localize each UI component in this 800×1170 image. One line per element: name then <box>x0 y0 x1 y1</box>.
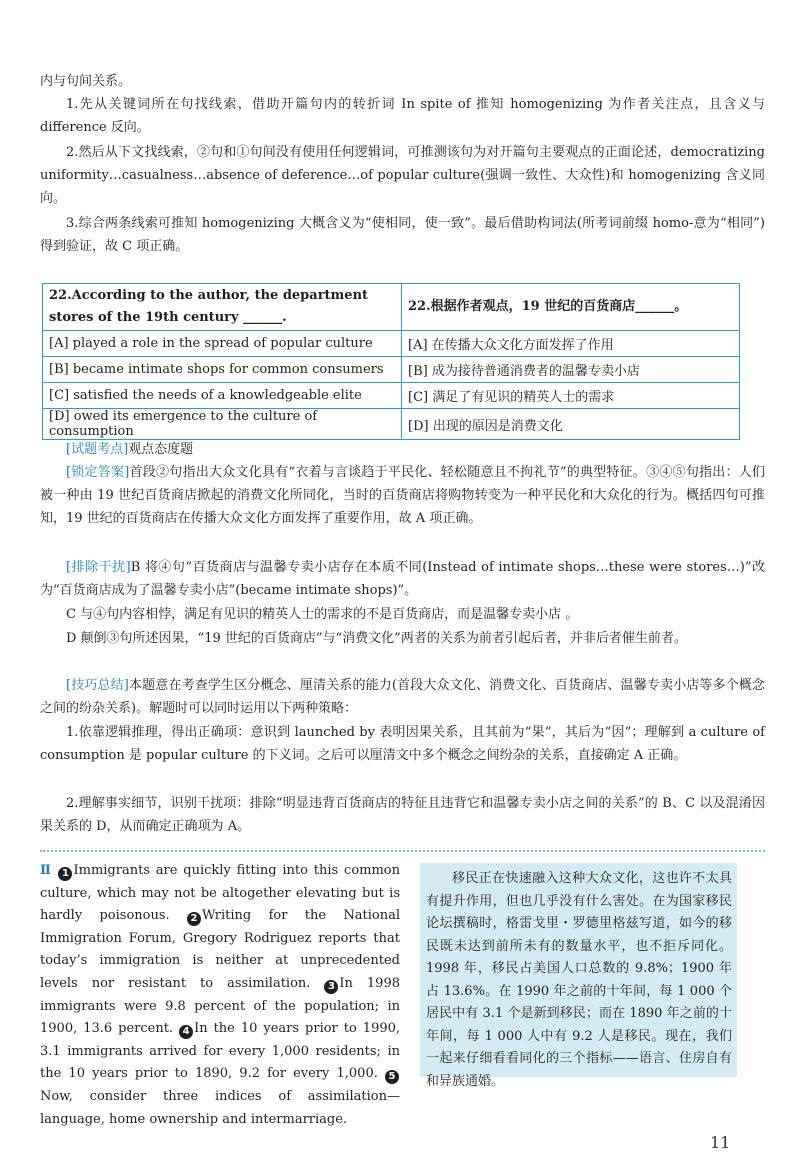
section-number: Ⅱ <box>40 863 53 878</box>
sentence-1: Immigrants are quickly fitting into this common culture, which may not be altogether elevating but is hardly poisonous. <box>40 863 401 924</box>
option-row-d <box>43 409 740 440</box>
section-divider <box>40 850 765 852</box>
answer-text: 首段②句指出大众文化具有“衣着与言谈趋于平民化、轻松随意且不拘礼节”的典型特征。③④⑤句指出：人们被一种由 19 世纪百货商店掀起的消费文化所同化，当时的百货商店将购物转变为一种平民化和大众化的行为。概括四句可推知，19 世纪的百货商店在传播大众文化方面发挥了重要作用，故 A 项正确。 <box>40 465 765 526</box>
option-row-c <box>43 383 740 409</box>
intro-line: 内与句间关系。 <box>40 74 132 89</box>
point-tag: [试题考点] <box>66 442 129 457</box>
distract-text: B 将④句“百货商店与温馨专卖小店存在本质不同(Instead of intimate shops…these were stores…)”改为“百货商店成为了温馨专卖小店”(became intimate shops)”。 <box>40 560 766 598</box>
question-stem-row <box>43 284 740 331</box>
distract-tag: [排除干扰] <box>66 560 131 575</box>
intro-paragraph-2: 2.然后从下文找线索，②句和①句间没有使用任何逻辑词，可推测该句为对开篇句主要观点的正面论述，democratizing uniformity…casualness…absence of deference…of popular culture(强调一致性、大众性)和 homogenizing 含义同向。 <box>40 145 765 206</box>
answer-tag: [锁定答案] <box>66 465 130 480</box>
analysis-answer <box>40 461 765 530</box>
sentence-5: Now, consider three indices of assimilation—language, home ownership and intermarriage. <box>40 1088 400 1127</box>
option-en: [B] became intimate shops for common consumers <box>43 357 402 383</box>
analysis-option-c: C 与④句内容相悖，满足有见识的精英人士的需求的不是百货商店，而是温馨专卖小店 。 <box>66 607 579 622</box>
translation-text: 移民正在快速融入这种大众文化，这也许不太具有提升作用，但也几乎没有什么害处。在为国家移民论坛撰稿时，格雷戈里・罗德里格兹写道，如今的移民既未达到前所未有的数量水平，也不拒斥同化。1998 年，移民占美国人口总数的 9.8%；1900 年占 13.6%。在 1990 年之前的十年间，每 1 000 个居民中有 3.1 个是新到移民；而在 1890 年之前的十年间，每 1 000 人中有 9.2 人是移民。现在，我们一起来仔细看看同化的三个指标——语言、住房自有和异族通婚。 <box>426 871 732 1089</box>
option-cn: [D] 出现的原因是消费文化 <box>402 409 740 440</box>
analysis-distract <box>40 556 765 602</box>
skill-tag: [技巧总结] <box>66 678 129 693</box>
option-en: [C] satisfied the needs of a knowledgeable elite <box>43 383 402 409</box>
sentence-number-icon: 5 <box>385 1070 399 1084</box>
option-row-a <box>43 331 740 357</box>
page-number: 11 <box>710 1133 731 1152</box>
question-stem-cn: 22.根据作者观点，19 世纪的百货商店______。 <box>402 284 740 331</box>
intro-paragraph-3: 3.综合两条线索可推知 homogenizing 大概含义为“使相同，使一致”。最后借助构词法(所考词前缀 homo-意为“相同”)得到验证，故 C 项正确。 <box>40 216 765 254</box>
option-cn: [A] 在传播大众文化方面发挥了作用 <box>402 331 740 357</box>
point-text: 观点态度题 <box>128 442 194 457</box>
option-cn: [C] 满足了有见识的精英人士的需求 <box>402 383 740 409</box>
sentence-4: In the 10 years prior to 1990, 3.1 immigrants arrived for every 1,000 residents; in the 10 years prior to 1890, 9.2 for every 1,000. <box>40 1021 401 1082</box>
sentence-number-icon: 2 <box>187 912 201 926</box>
question-table <box>42 283 740 440</box>
question-stem-en: 22.According to the author, the department stores of the 19th century ______. <box>43 284 402 331</box>
skill-strategy-2: 2.理解事实细节，识别干扰项：排除“明显违背百货商店的特征且违背它和温馨专卖小店之间的关系”的 B、C 以及混淆因果关系的 D，从而确定正确项为 A。 <box>40 796 765 834</box>
analysis-skill <box>40 674 765 720</box>
passage-english <box>40 860 400 1131</box>
option-en: [D] owed its emergence to the culture of consumption <box>43 409 402 440</box>
sentence-number-icon: 4 <box>179 1025 193 1039</box>
option-row-b <box>43 357 740 383</box>
intro-paragraph-1: 1.先从关键词所在句找线索，借助开篇句内的转折词 In spite of 推知 homogenizing 为作者关注点，且含义与 difference 反向。 <box>40 97 765 135</box>
skill-strategy-1: 1.依靠逻辑推理，得出正确项：意识到 launched by 表明因果关系，且其前为“果”，其后为“因”；理解到 a culture of consumption 是 popular culture 的下义词。之后可以厘清文中多个概念之间纷杂的关系，直接确定 A 正确。 <box>40 725 765 763</box>
sentence-3: In 1998 immigrants were 9.8 percent of the population; in 1900, 13.6 percent. <box>40 975 400 1037</box>
analysis-option-d: D 颠倒③句所述因果，“19 世纪的百货商店”与“消费文化”两者的关系为前者引起后者，并非后者催生前者。 <box>66 631 687 646</box>
sentence-2: Writing for the National Immigration Forum, Gregory Rodriguez reports that today’s immigration is neither at unprecedented levels nor resistant to assimilation. <box>40 908 400 991</box>
skill-text: 本题意在考查学生区分概念、厘清关系的能力(首段大众文化、消费文化、百货商店、温馨专卖小店等多个概念之间的纷杂关系)。解题时可以同时运用以下两种策略： <box>40 678 765 716</box>
sentence-number-icon: 3 <box>324 980 338 994</box>
analysis-point <box>40 438 765 461</box>
option-cn: [B] 成为接待普通消费者的温馨专卖小店 <box>402 357 740 383</box>
sentence-number-icon: 1 <box>58 867 72 881</box>
option-en: [A] played a role in the spread of popular culture <box>43 331 402 357</box>
